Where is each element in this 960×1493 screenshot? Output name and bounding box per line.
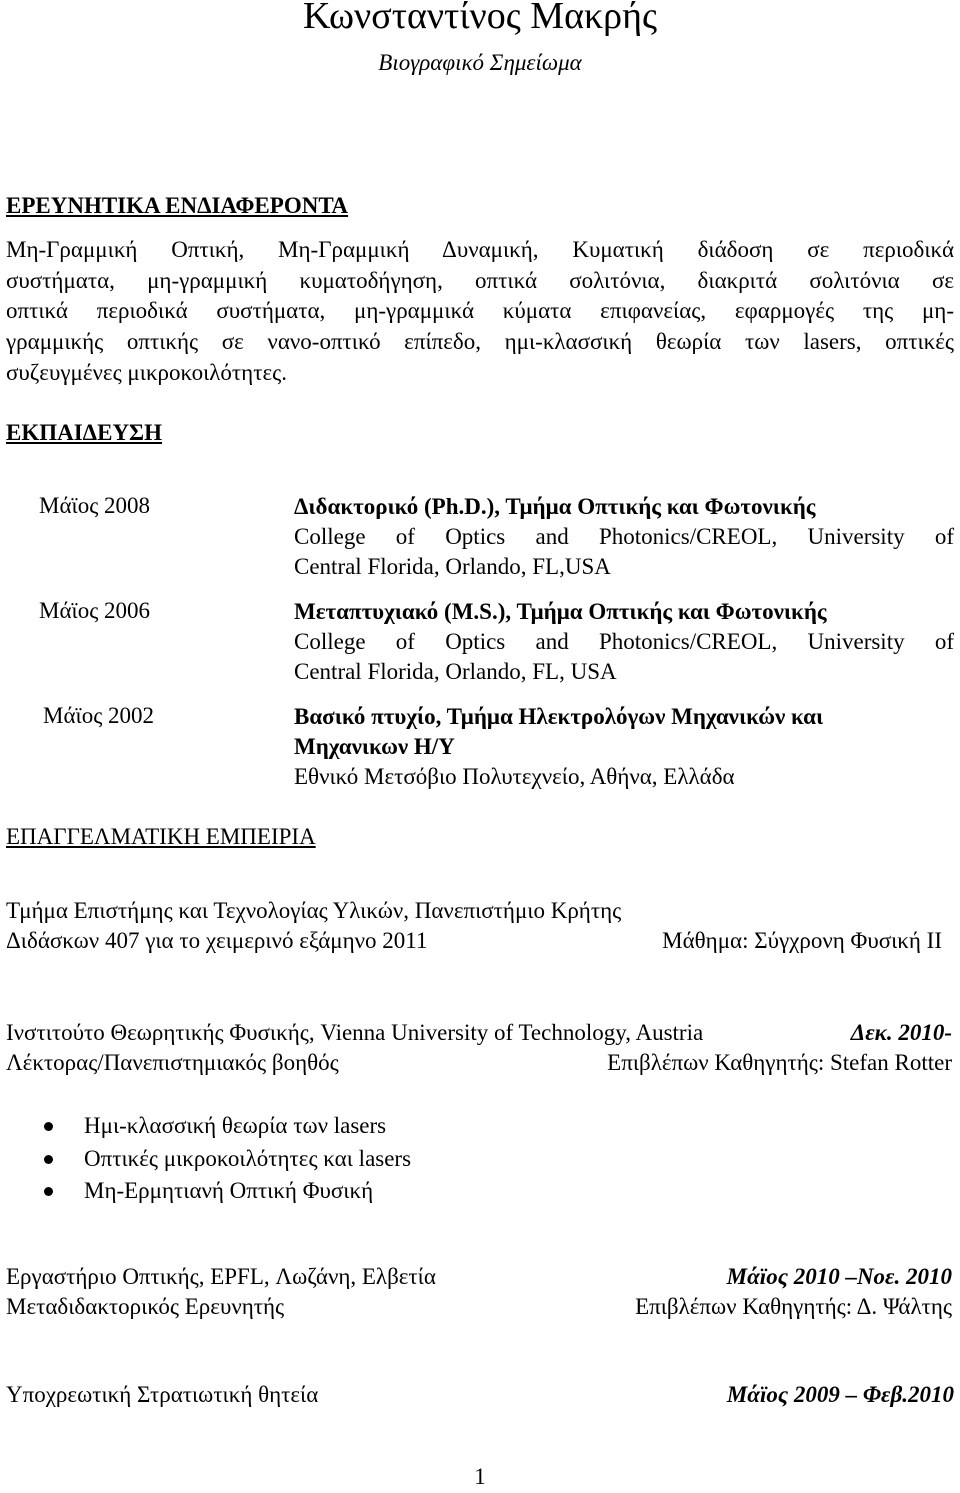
page-number: 1 [474,1464,486,1489]
research-line: συζευγμένες μικροκοιλότητες. [6,360,287,385]
education-degree: Μεταπτυχιακό (M.S.), Τμήμα Οπτικής και Φωτονικής [294,599,827,624]
vienna-period: Δεκ. 2010- [850,1020,952,1045]
research-heading: ΕΡΕΥΝΗΤΙΚΑ ΕΝΔΙΑΦΕΡΟΝΤΑ [6,193,349,218]
education-date: Μάϊος 2006 [39,598,151,623]
education-degree: Βασικό πτυχίο, Τμήμα Ηλεκτρολόγων Μηχανικών και [294,704,824,729]
education-degree: Διδακτορικό (Ph.D.), Τμήμα Οπτικής και Φωτονικής [294,494,816,519]
bullet-icon [44,1155,53,1164]
military-period: Μάϊος 2009 – Φεβ.2010 [726,1382,954,1407]
crete-institution: Τμήμα Επιστήμης και Τεχνολογίας Υλικών, Πανεπιστήμιο Κρήτης [6,898,622,923]
education-heading: ΕΚΠΑΙΔΕΥΣΗ [6,420,162,445]
research-line: γραμμικής οπτικής σε νανο-οπτικό επίπεδο, ημι-κλασσική θεωρία των lasers, οπτικές [6,329,954,354]
education-date: Μάϊος 2008 [39,493,151,518]
bullet-icon [44,1122,53,1131]
research-line: οπτικά περιοδικά συστήματα, μη-γραμμικά κύματα επιφανείας, εφαρμογές της μη- [6,298,954,323]
crete-role: Διδάσκων 407 για το χειμερινό εξάμηνο 2011 [6,928,428,953]
topic-item: Οπτικές μικροκοιλότητες και lasers [84,1146,412,1171]
epfl-period: Μάϊος 2010 –Νοε. 2010 [726,1264,952,1289]
vienna-institution: Ινστιτούτο Θεωρητικής Φυσικής, Vienna University of Technology, Austria [6,1020,704,1045]
epfl-institution: Εργαστήριο Οπτικής, EPFL, Λωζάνη, Ελβετία [6,1264,436,1289]
education-location: Central Florida, Orlando, FL,USA [294,554,611,579]
education-institution: Εθνικό Μετσόβιο Πολυτεχνείο, Αθήνα, Ελλάδα [294,764,735,789]
vienna-supervisor: Επιβλέπων Καθηγητής: Stefan Rotter [607,1050,952,1075]
bullet-icon [44,1187,53,1196]
education-date: Μάϊος 2002 [43,703,155,728]
topic-item: Ημι-κλασσική θεωρία των lasers [84,1113,387,1138]
vienna-role: Λέκτορας/Πανεπιστημιακός βοηθός [6,1050,339,1075]
page-subtitle: Βιογραφικό Σημείωμα [378,50,582,75]
page-title: Κωνσταντίνος Μακρής [302,0,658,37]
research-line: συστήματα, μη-γραμμική κυματοδήγηση, οπτικά σολιτόνια, διακριτά σολιτόνια σε [6,268,954,293]
research-line: Μη-Γραμμική Οπτική, Μη-Γραμμική Δυναμική, Κυματική διάδοση σε περιοδικά [6,237,954,262]
education-location: Central Florida, Orlando, FL, USA [294,659,617,684]
crete-course: Μάθημα: Σύγχρονη Φυσική ΙΙ [662,928,942,953]
epfl-supervisor: Επιβλέπων Καθηγητής: Δ. Ψάλτης [635,1294,952,1319]
experience-heading: ΕΠΑΓΓΕΛΜΑΤΙΚΗ ΕΜΠΕΙΡΙΑ [6,824,316,849]
topic-item: Μη-Ερμητιανή Οπτική Φυσική [84,1178,374,1203]
education-degree: Μηχανικων Η/Υ [294,734,455,759]
education-institution: College of Optics and Photonics/CREOL, University of [294,524,954,549]
education-institution: College of Optics and Photonics/CREOL, University of [294,629,954,654]
epfl-role: Μεταδιδακτορικός Ερευνητής [6,1294,285,1319]
military-label: Υποχρεωτική Στρατιωτική θητεία [6,1382,319,1407]
